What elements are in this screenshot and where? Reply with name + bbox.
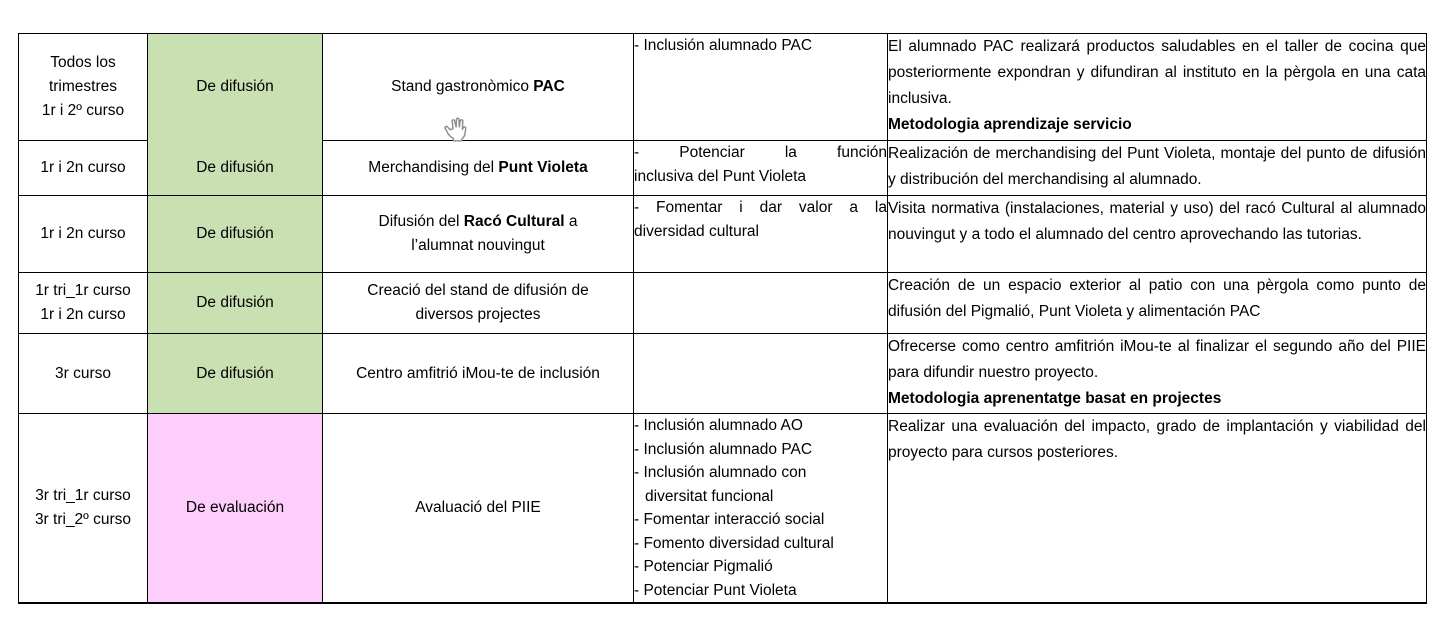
period-cell (19, 414, 148, 604)
description-cell (888, 141, 1427, 196)
activity-title: Creació del stand de difusión de diversos projectes (367, 282, 589, 323)
hand-cursor-icon (441, 112, 474, 148)
table-row (19, 141, 1427, 196)
activities-table (18, 33, 1427, 604)
methodology-text: Metodologia aprenentatge basat en projectes (888, 390, 1222, 407)
type-label: De difusión (196, 78, 274, 96)
period-cell (19, 196, 148, 273)
description-cell (888, 334, 1427, 414)
period-line: 1r i 2n curso (40, 306, 126, 323)
objective-item: inclusiva del Punt Violeta (634, 167, 807, 185)
type-label: De difusión (196, 158, 274, 176)
activity-cell (323, 34, 634, 141)
objective-item: - Fomento diversidad cultural (634, 534, 834, 552)
type-cell (148, 273, 323, 334)
description-cell (888, 414, 1427, 604)
type-cell (148, 414, 323, 604)
description-text: Visita normativa (instalaciones, material y uso) del racó Cultural al alumnado nouvingut y a todo el alumnado del centro aprovechando las tutorias. (888, 200, 1426, 243)
objective-item: - Potenciar Punt Violeta (634, 581, 797, 599)
objective-item: - Fomentar i dar valor a la (634, 199, 887, 216)
type-cell (148, 141, 323, 196)
type-label: De difusión (196, 225, 274, 242)
objective-item: - Fomentar interacció social (634, 511, 825, 528)
activity-title: Difusión del Racó Cultural a l’alumnat nouvingut (378, 213, 578, 254)
period-cell (19, 334, 148, 414)
period-line: 1r tri_1r curso (35, 282, 131, 299)
objectives-cell (634, 196, 888, 273)
activity-cell (323, 334, 634, 414)
type-label: De evaluación (185, 499, 285, 516)
objectives-cell (634, 273, 888, 334)
period-line: 3r curso (55, 364, 111, 382)
activity-title: Merchandising del Punt Violeta (368, 159, 588, 176)
activity-cell (323, 196, 634, 273)
description-text: Ofrecerse como centro amfitrión iMou-te al finalizar el segundo año del PIIE para difundir nuestro proyecto. (888, 338, 1426, 381)
table-row (19, 414, 1427, 604)
objective-item: - Inclusión alumnado con diversitat funcional (634, 464, 807, 505)
activity-title: Avaluació del PIIE (415, 499, 541, 516)
type-label: De difusión (196, 294, 274, 311)
period-line: 3r tri_2º curso (34, 511, 132, 528)
objective-item: - Inclusión alumnado PAC (634, 440, 813, 458)
period-line: 1r i 2n curso (40, 225, 126, 242)
period-line: Todos los (50, 54, 116, 71)
objectives-cell (634, 334, 888, 414)
period-cell (19, 273, 148, 334)
objectives-cell (634, 141, 888, 196)
activity-title: Stand gastronòmico PAC (391, 78, 565, 95)
objective-item: - Inclusión alumnado AO (634, 417, 803, 434)
methodology-text: Metodologia aprendizaje servicio (888, 116, 1132, 133)
type-cell (148, 34, 323, 141)
table-row (19, 34, 1427, 141)
description-text: El alumnado PAC realizará productos saludables en el taller de cocina que posteriormente expondran y difundiran al instituto en la pèrgola en una cata inclusiva. (888, 38, 1426, 107)
period-line: 1r i 2º curso (41, 102, 125, 119)
objectives-cell (634, 34, 888, 141)
activity-cell (323, 141, 634, 196)
description-cell (888, 273, 1427, 334)
description-text: Creación de un espacio exterior al patio con una pèrgola como punto de difusión del Pigmalió, Punt Violeta y alimentación PAC (888, 277, 1426, 320)
table-row (19, 196, 1427, 273)
objectives-cell (634, 414, 888, 604)
activity-cell (323, 273, 634, 334)
period-line: 1r i 2n curso (40, 159, 126, 176)
table-row (19, 334, 1427, 414)
objectives-list (634, 414, 849, 602)
type-cell (148, 196, 323, 273)
period-cell (19, 141, 148, 196)
activity-title: Centro amfitrió iMou-te de inclusión (356, 364, 600, 382)
type-label: De difusión (196, 364, 274, 382)
objective-item: - Potenciar la función (634, 144, 887, 161)
description-text: Realización de merchandising del Punt Violeta, montaje del punto de difusión y distribución del merchandising al alumnado. (888, 145, 1426, 188)
description-text: Realizar una evaluación del impacto, grado de implantación y viabilidad del proyecto para cursos posteriores. (888, 418, 1426, 461)
objective-item: - Potenciar Pigmalió (634, 558, 773, 575)
period-line: 3r tri_1r curso (35, 487, 131, 504)
period-line: trimestres (48, 78, 118, 95)
table-row (19, 273, 1427, 334)
description-cell (888, 196, 1427, 273)
period-cell (19, 34, 148, 141)
activity-cell (323, 414, 634, 604)
description-cell (888, 34, 1427, 141)
objective-item: - Inclusión alumnado PAC (634, 37, 813, 54)
objective-item: diversidad cultural (634, 222, 759, 240)
type-cell (148, 334, 323, 414)
